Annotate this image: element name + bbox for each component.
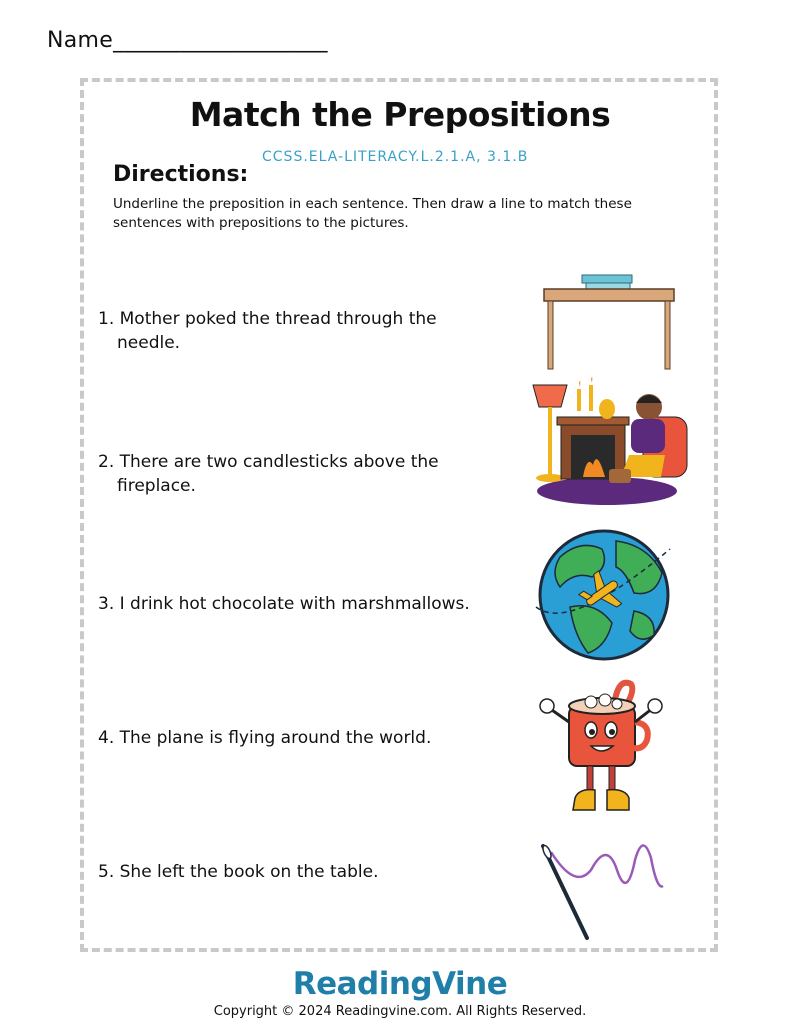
name-field-label: Name___________________ — [47, 28, 328, 53]
sentence-2 — [98, 450, 518, 498]
sentence-2-line1: 2. There are two candlesticks above the — [98, 452, 439, 472]
child-by-fireplace-picture — [525, 373, 690, 508]
sentence-1 — [98, 307, 518, 355]
table-with-book-picture — [540, 272, 680, 372]
directions-heading: Directions: — [113, 162, 249, 187]
hot-chocolate-mug-picture — [535, 678, 665, 823]
copyright-text: Copyright © 2024 Readingvine.com. All Rights Reserved. — [213, 1004, 587, 1019]
standard-code: CCSS.ELA-LITERACY.L.2.1.A, 3.1.B — [262, 149, 529, 165]
sentence-1-line1: 1. Mother poked the thread through the — [98, 309, 437, 329]
sentence-4-line1: 4. The plane is flying around the world. — [98, 728, 432, 748]
sentence-2-line2: fireplace. — [117, 476, 196, 496]
globe-with-plane-picture — [530, 527, 675, 667]
directions-text: Underline the preposition in each sentence. Then draw a line to match these sentences with prepositions to the pictures. — [113, 196, 632, 231]
sentence-5 — [98, 860, 518, 884]
sentence-1-line2: needle. — [117, 333, 181, 353]
worksheet-title: Match the Prepositions — [189, 95, 611, 134]
sentence-4 — [98, 726, 518, 750]
needle-and-thread-picture — [535, 830, 670, 945]
sentence-3-line1: 3. I drink hot chocolate with marshmallows. — [98, 594, 470, 614]
readingvine-logo: ReadingVine — [292, 966, 508, 1002]
sentence-5-line1: 5. She left the book on the table. — [98, 862, 379, 882]
sentence-3 — [98, 592, 518, 616]
